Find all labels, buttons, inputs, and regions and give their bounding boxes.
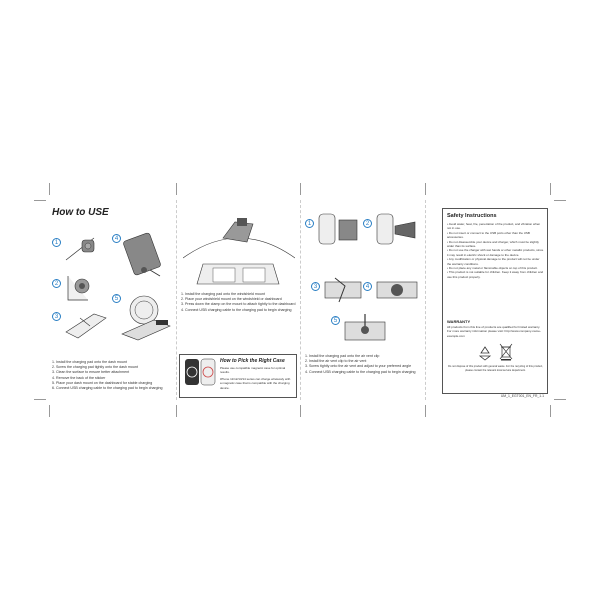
illustration-vent-clip-1 <box>317 212 361 252</box>
illustration-dash-mount-1 <box>64 230 104 266</box>
footer-code: UM_1_EGT001_EN_FR_1.1 <box>500 394 544 398</box>
step-marker: 4 <box>112 234 121 243</box>
safety-bullet: • Any modification or physical damage to the product will not be under the warranty conditions. <box>447 257 540 266</box>
warranty-title: WARRANTY <box>447 319 471 324</box>
safety-bullet: • This product is not suitable for children. Keep it away from children and use this product properly. <box>447 270 544 279</box>
step-marker: 2 <box>363 219 372 228</box>
crop-mark <box>34 200 46 201</box>
step-marker: 2 <box>52 279 61 288</box>
magnetic-case-icon <box>183 358 217 394</box>
step-text: 3. Clean the surface to ensure better attachment <box>52 370 130 375</box>
step-marker: 1 <box>305 219 314 228</box>
panel-title: How to USE <box>52 207 109 218</box>
safety-bullet: • Do not use the charger with wet hands or other metallic products, since it may result in electric shock or damage to the device. <box>447 248 544 257</box>
crop-mark <box>49 183 50 195</box>
illustration-dash-mount-3 <box>64 308 108 340</box>
panel-windshield-mount <box>177 200 300 400</box>
panel-how-to-use <box>50 200 176 400</box>
illustration-vent-clip-5 <box>343 312 387 346</box>
case-box-title: How to Pick the Right Case <box>220 358 285 364</box>
crop-mark <box>176 183 177 195</box>
recycle-icon <box>477 345 493 361</box>
illustration-vent-clip-4 <box>375 274 419 306</box>
step-text: 1. Install the charging pad onto the windshield mount <box>181 292 265 296</box>
crop-mark <box>49 405 50 417</box>
safety-title: Safety Instructions <box>447 213 497 219</box>
step-text: 6. Connect USB charging cable to the charging pad to begin charging <box>52 386 163 391</box>
safety-box <box>442 208 548 394</box>
illustration-vent-clip-3 <box>323 274 363 306</box>
step-marker: 1 <box>52 238 61 247</box>
step-marker: 5 <box>331 316 340 325</box>
steps-list <box>52 360 174 391</box>
safety-bullet: • Avoid water, heat, fire, penetration of the product, and vibration when not in use. <box>447 222 541 231</box>
step-text: 2. Place your windshield mount on the windshield or dashboard <box>181 297 282 302</box>
crop-mark <box>300 405 301 417</box>
illustration-dash-mount-2 <box>64 272 104 304</box>
step-text: 1. Install the charging pad onto the dash mount <box>52 360 127 364</box>
crop-mark <box>176 405 177 417</box>
step-marker: 3 <box>311 282 320 291</box>
crop-mark <box>550 183 551 195</box>
case-box-note: iPhone 11/12/13/14 series can charge wirelessly with a magnetic case that is compatible with the charging device. <box>220 377 291 390</box>
step-text: 3. Press down the clamp on the mount to attach tightly to the dashboard <box>181 302 296 307</box>
safety-bullet: • Do not place any metal or flammable objects on top of this product. <box>447 266 538 271</box>
recycle-note: Do not dispose of this product with general waste. For the recycling of this product, please contact the relevant local service department. <box>448 365 543 372</box>
step-text: 4. Connect USB charging cable to the charging pad to begin charging <box>305 369 416 374</box>
panel-air-vent <box>301 200 425 400</box>
step-text: 2. Install the air vent clip to the air vent <box>305 359 367 364</box>
warranty-text: All products from this line of products are qualified for limited warranty. For more warranty information please visit: http://www.company-name-example.com <box>447 325 541 338</box>
case-guide-box <box>179 354 297 398</box>
safety-bullet: • Do not insert or connect to the USB ports other than the USB accessories. <box>447 230 530 240</box>
safety-bullet: • Do not disassemble your device and charger, which must be slightly wider than its surface. <box>447 239 539 249</box>
illustration-windshield-mount <box>183 208 295 288</box>
step-text: 5. Place your dash mount on the dashboard for stable charging <box>52 380 153 385</box>
weee-bin-icon <box>499 343 513 361</box>
illustration-charging-pad <box>120 290 172 342</box>
crop-mark <box>425 405 426 417</box>
crop-mark <box>550 405 551 417</box>
crop-mark <box>425 183 426 195</box>
crop-mark <box>554 399 566 400</box>
step-text: 4. Connect USB charging cable to the charging pad to begin charging <box>181 307 292 312</box>
steps-list <box>305 354 423 375</box>
crop-mark <box>300 183 301 195</box>
crop-mark <box>554 200 566 201</box>
crop-mark <box>34 399 46 400</box>
step-text: 3. Screw tightly onto the air vent and adjust to your preferred angle <box>305 364 412 369</box>
steps-list <box>181 292 299 313</box>
case-box-note: Please use compatible magnetic case for optimal results. <box>220 366 286 375</box>
illustration-vent-clip-2 <box>375 212 419 252</box>
step-text: 2. Screw the charging pad tightly onto the dash mount <box>52 365 138 370</box>
safety-bullets <box>447 222 544 279</box>
illustration-phone-mount <box>120 230 170 280</box>
panel-safety <box>426 200 550 400</box>
step-text: 1. Install the charging pad onto the air vent clip <box>305 354 380 358</box>
step-marker: 5 <box>112 294 121 303</box>
step-text: 4. Remove the back of the sticker <box>52 375 106 380</box>
step-marker: 3 <box>52 312 61 321</box>
step-marker: 4 <box>363 282 372 291</box>
